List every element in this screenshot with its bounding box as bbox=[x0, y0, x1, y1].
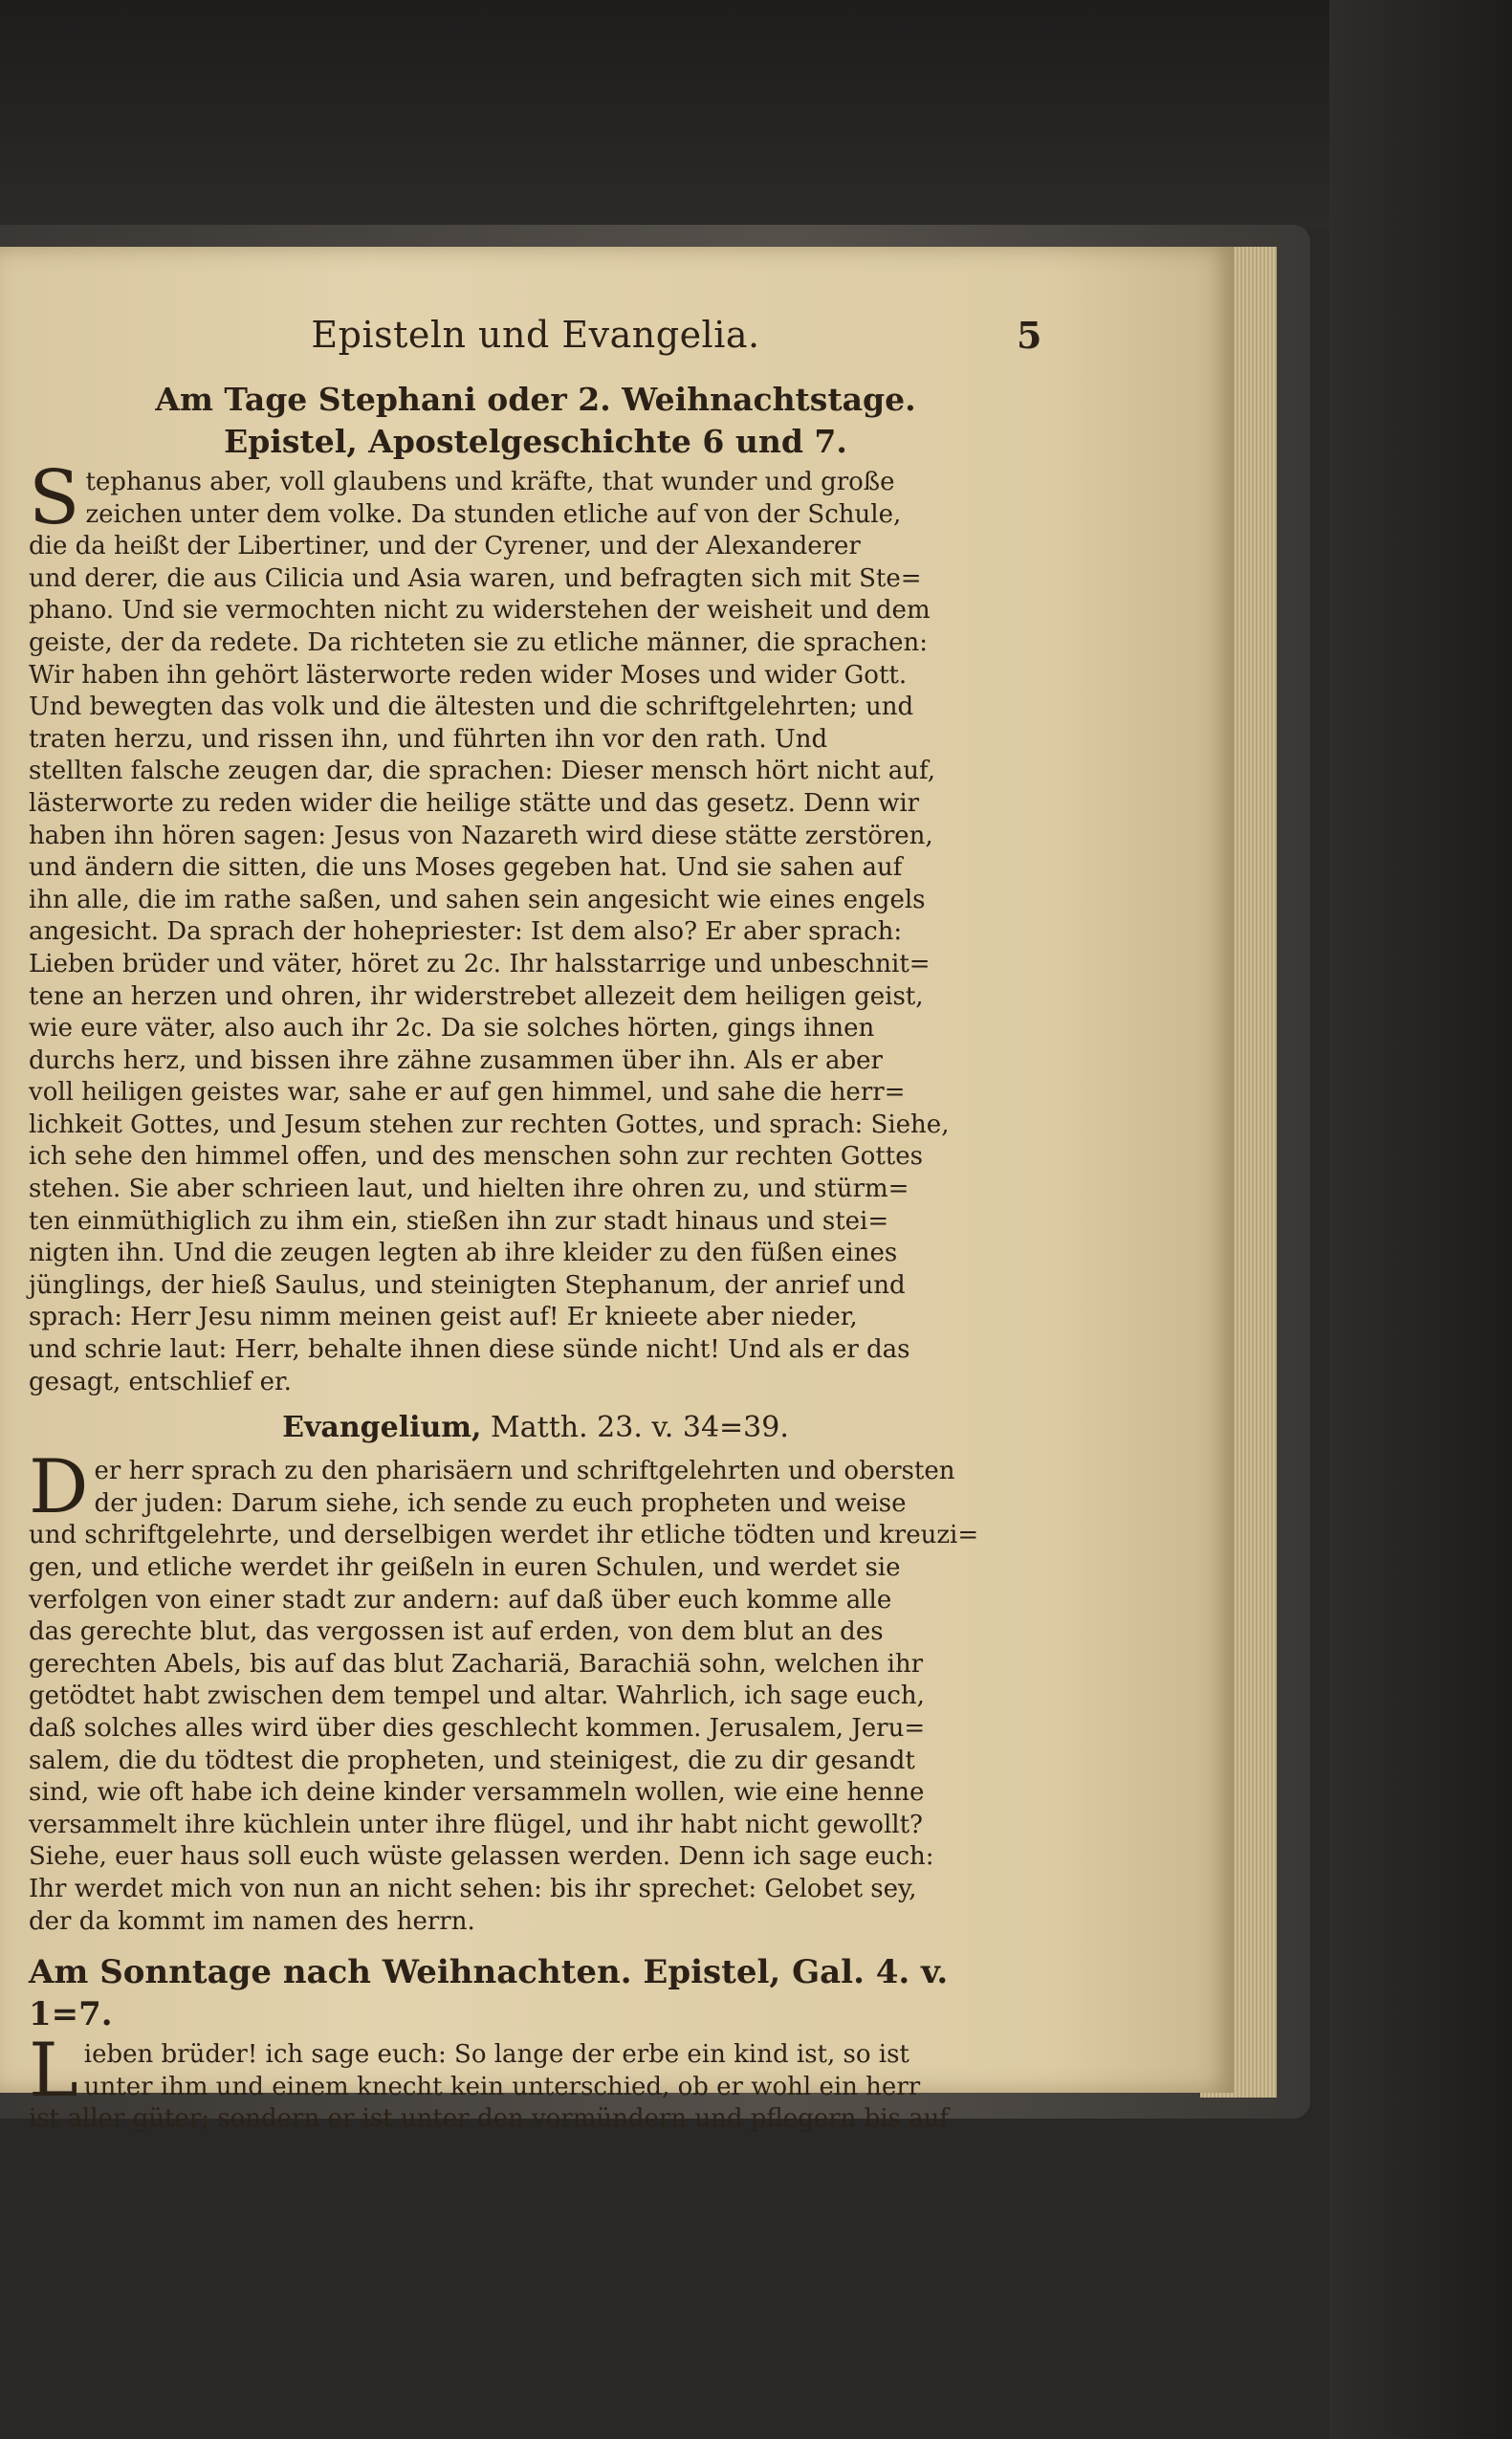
gospel-label: Evangelium, bbox=[282, 1411, 482, 1445]
gospel-reference: Matth. 23. v. 34=39. bbox=[491, 1411, 789, 1445]
section-heading-line2: Epistel, Apostelgeschichte 6 und 7. bbox=[224, 423, 847, 460]
background-right bbox=[1329, 0, 1512, 2439]
book-page bbox=[0, 247, 1234, 2134]
epistle-text: tephanus aber, voll glaubens und kräfte, that wunder und große zeichen unter dem volke. Da stunden etliche auf von der Schule, die da heißt der Libertiner, und der Cyrener, und der Alexanderer und derer, die aus Cilicia und Asia waren, und befragten sich mit Ste= phano. Und sie vermochten nicht zu widerstehen der weisheit und dem geiste, der da redete. Da richteten sie zu etliche männer, die sprachen: Wir haben ihn gehört lästerworte reden wider Moses und wider Gott. Und bewegten das volk und die ältesten und die schriftgelehrten; und traten herzu, und rissen ihn, und führten ihn vor den rath. Und stellten falsche zeugen dar, die sprachen: Dieser mensch hört nicht auf, lästerworte zu reden wider die heilige stätte und das gesetz. Denn wir haben ihn hören sagen: Jesus von Nazareth wird diese stätte zerstören, und ändern die sitten, die uns Moses gegeben hat. Und sie sahen auf ihn alle, die im rathe saßen, und sahen sein angesicht wie eines engels angesicht. Da sprach der hohepriester: Ist dem also? Er aber sprach: Lieben brüder und väter, höret zu 2c. Ihr halsstarrige und unbeschnit= tene an herzen und ohren, ihr widerstrebet allezeit dem heiligen geist, wie eure väter, also auch ihr 2c. Da sie solches hörten, gings ihnen durchs herz, und bissen ihre zähne zusammen über ihn. Als er aber voll heiligen geistes war, sahe er auf gen himmel, und sahe die herr= lichkeit Gottes, und Jesum stehen zur rechten Gottes, und sprach: Siehe, ich sehe den himmel offen, und des menschen sohn zur rechten Gottes stehen. Sie aber schrieen laut, und hielten ihre ohren zu, und stürm= ten einmüthiglich zu ihm ein, stießen ihn zur stadt hinaus und stei= nigten ihn. Und die zeugen legten ab ihre kleider zu den füßen eines jünglings, der hieß Saulus, und steinigten Stephanum, der anrief und sprach: Herr Jesu nimm meinen geist auf! Er knieete aber nieder, und schrie laut: Herr, behalte ihnen diese sünde nicht! Und als er das gesagt, entschlief er. bbox=[29, 468, 950, 1396]
running-head bbox=[29, 314, 1042, 371]
page-content bbox=[29, 314, 1042, 2134]
background-top bbox=[0, 0, 1512, 230]
gospel-paragraph bbox=[29, 1444, 1042, 1938]
section-heading-line1: Am Tage Stephani oder 2. Weihnachtstage. bbox=[155, 381, 916, 418]
galatians-paragraph bbox=[29, 2028, 1042, 2136]
gospel-heading bbox=[29, 1408, 1042, 1448]
gospel-text: er herr sprach zu den pharisäern und schriftgelehrten und obersten der juden: Darum siehe, ich sende zu euch propheten und weise und schriftgelehrte, und derselbigen werdet ihr etliche tödten und kreuzi= gen, und etliche werdet ihr geißeln in euren Schulen, und werdet sie verfolgen von einer stadt zur andern: auf daß über euch komme alle das gerechte blut, das vergossen ist auf erden, von dem blut an des gerechten Abels, bis auf das blut Zachariä, Barachiä sohn, welchen ihr getödtet habt zwischen dem tempel und altar. Wahrlich, ich sage euch, daß solches alles wird über dies geschlecht kommen. Jerusalem, Jeru= salem, die du tödtest die propheten, und steinigest, die zu dir gesandt sind, wie oft habe ich deine kinder versammeln wollen, wie eine henne versammelt ihre küchlein unter ihre flügel, und ihr habt nicht gewollt? Siehe, euer haus soll euch wüste gelassen werden. Denn ich sage euch: Ihr werdet mich von nun an nicht sehen: bis ihr sprechet: Gelobet sey, der da kommt im namen des herrn. bbox=[29, 1457, 979, 1936]
running-head-title: Episteln und Evangelia. bbox=[311, 314, 760, 356]
section-heading-stephani bbox=[29, 379, 1042, 463]
dropcap-d: D bbox=[29, 1444, 89, 1531]
dropcap-l: L bbox=[29, 2028, 78, 2115]
dropcap-s: S bbox=[29, 455, 80, 541]
epistle-paragraph bbox=[29, 455, 1042, 1398]
page-number: 5 bbox=[1017, 314, 1042, 357]
galatians-text: ieben brüder! ich sage euch: So lange der erbe ein kind ist, so ist unter ihm und einem knecht kein unterschied, ob er wohl ein herr ist aller güter; sondern er ist unter den vormündern und pflegern bis auf bbox=[29, 2040, 950, 2134]
section-heading-sonntag: Am Sonntage nach Weihnachten. Epistel, Gal. 4. v. 1=7. bbox=[29, 1953, 949, 2034]
